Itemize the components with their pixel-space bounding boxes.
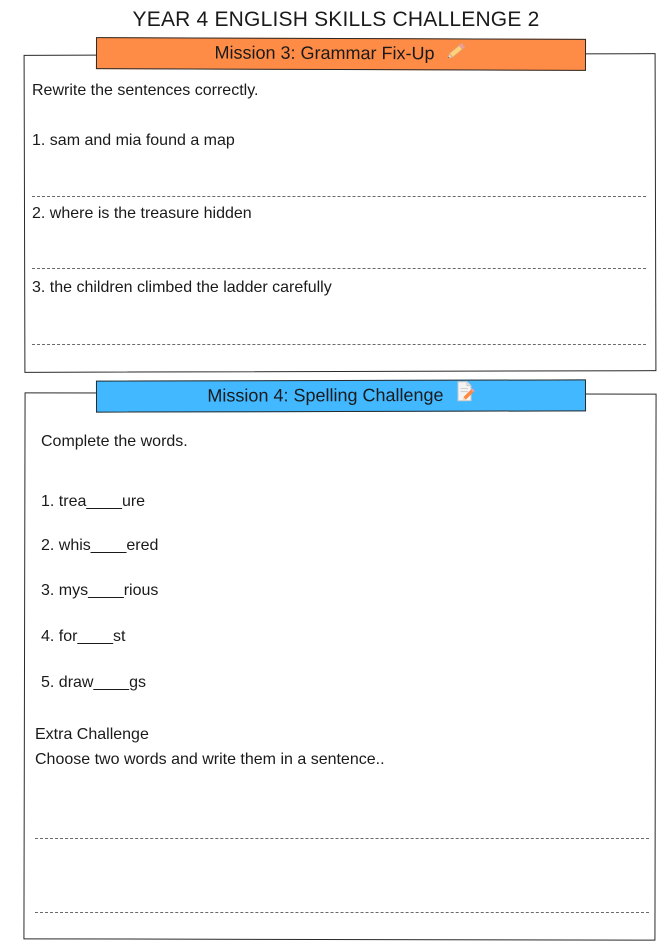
extra-answer-line-2[interactable] <box>35 912 649 913</box>
answer-line-1[interactable] <box>32 196 646 197</box>
pencil-icon <box>445 40 467 69</box>
mission4-heading: Mission 4: Spelling Challenge <box>207 384 444 406</box>
sentence-3: 3. the children climbed the ladder carefully <box>32 279 332 296</box>
word-5: 5. draw____gs <box>41 674 146 691</box>
word-4: 4. for____st <box>41 628 126 645</box>
sentence-1: 1. sam and mia found a map <box>32 132 235 149</box>
mission3-instruction: Rewrite the sentences correctly. <box>32 82 259 99</box>
answer-line-3[interactable] <box>32 344 646 345</box>
extra-answer-line-1[interactable] <box>35 838 649 839</box>
word-3: 3. mys____rious <box>41 582 159 599</box>
mission3-banner <box>96 37 586 71</box>
memo-icon <box>455 381 475 412</box>
answer-line-2[interactable] <box>32 268 646 269</box>
mission4-box <box>23 392 656 940</box>
word-2: 2. whis____ered <box>41 537 159 554</box>
extra-challenge-instruction: Choose two words and write them in a sentence.. <box>35 751 385 768</box>
page-title: YEAR 4 ENGLISH SKILLS CHALLENGE 2 <box>132 8 540 31</box>
sentence-2: 2. where is the treasure hidden <box>32 205 252 222</box>
mission4-instruction: Complete the words. <box>41 433 188 450</box>
mission4-banner <box>96 379 586 412</box>
mission3-heading: Mission 3: Grammar Fix-Up <box>214 42 435 64</box>
extra-challenge-title: Extra Challenge <box>35 726 149 743</box>
word-1: 1. trea____ure <box>41 493 146 510</box>
